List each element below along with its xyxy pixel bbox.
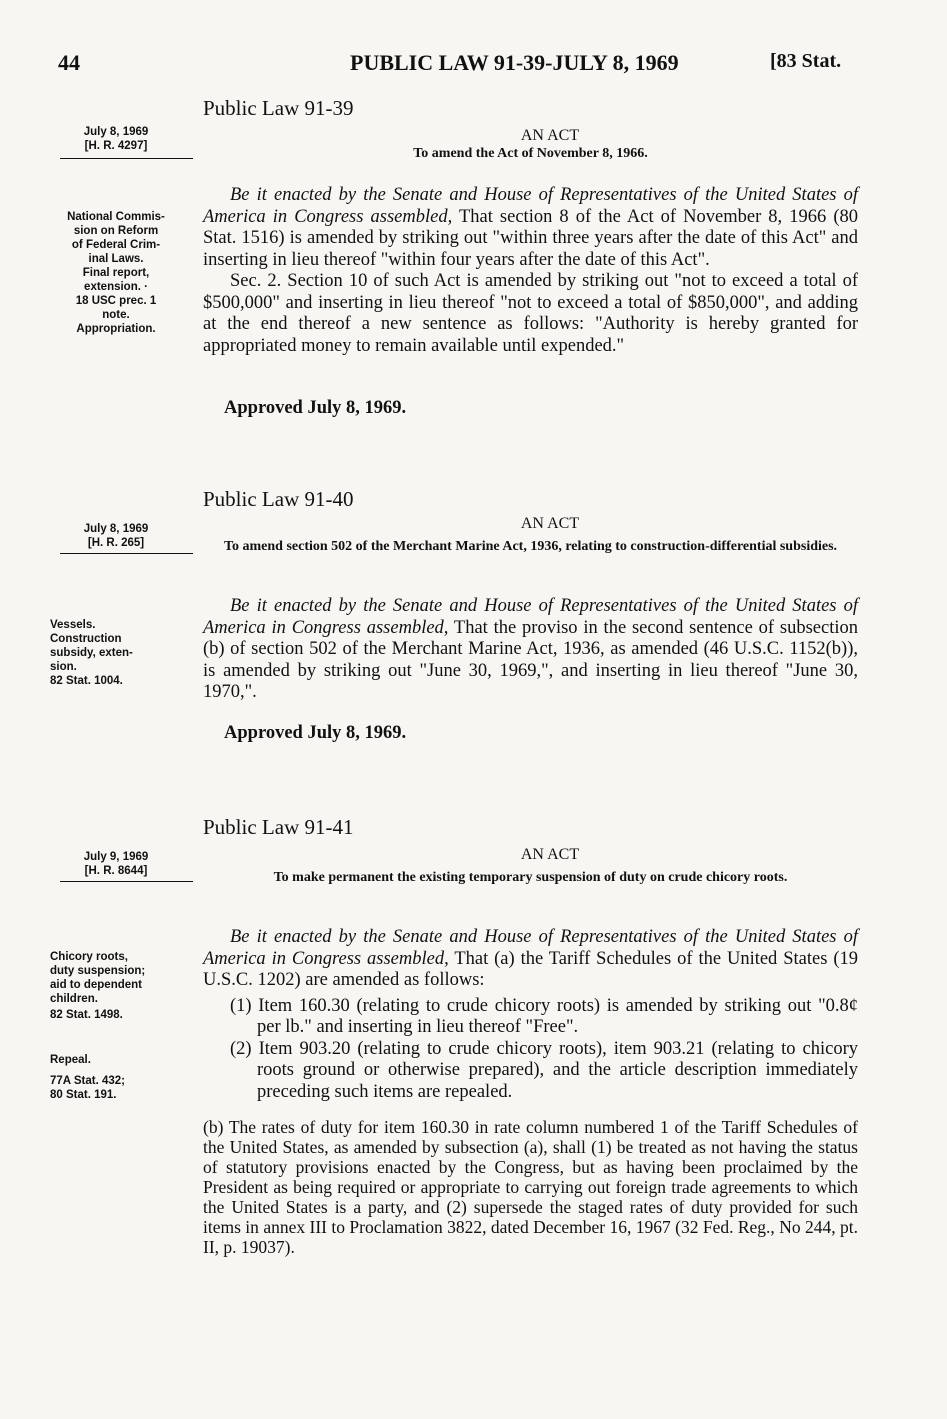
margin-stat-77a: 77A Stat. 432; 80 Stat. 191.	[50, 1075, 125, 1101]
margin-notes-91-41: Chicory roots, duty suspension; aid to dependent children.	[50, 951, 146, 1005]
margin-date-91-40: July 8, 1969	[83, 523, 149, 535]
margin-rule	[60, 881, 193, 882]
margin-bill-91-39: [H. R. 4297]	[84, 140, 148, 152]
an-act-heading: AN ACT	[520, 515, 580, 532]
margin-date-91-41: July 9, 1969	[83, 851, 149, 863]
approval-91-40: Approved July 8, 1969.	[224, 723, 407, 743]
page-number: 44	[58, 50, 80, 75]
law-body-91-41-para-b	[203, 1117, 858, 1257]
margin-notes-91-39: National Commis- sion on Reform of Federal Crim- inal Laws. Final report, extension. · 18 USC prec. 1 note. Appropriation.	[67, 211, 165, 335]
approval-91-39: Approved July 8, 1969.	[224, 398, 407, 418]
margin-rule	[60, 553, 193, 554]
enacting-clause: Be it enacted by the Senate and House of Representatives of the United States of America in Congress assembled, That (a) the Tariff Schedules of the United States (19 U.S.C. 1202) are amended as follows:	[203, 927, 858, 990]
an-act-heading: AN ACT	[520, 127, 580, 144]
law-title-91-39: Public Law 91-39	[203, 96, 354, 120]
law-body-91-39	[203, 185, 858, 357]
section-2: Sec. 2. Section 10 of such Act is amended by striking out "not to exceed a total of $500,000" and inserting in lieu thereof "not to exceed a total of $850,000", and adding at the end thereof a new sentence as follows: "Authority is hereby granted for appropriated money to remain available until expended."	[203, 271, 859, 356]
law-title-91-41: Public Law 91-41	[203, 815, 354, 839]
an-act-heading: AN ACT	[520, 846, 580, 863]
enacting-clause: Be it enacted by the Senate and House of Representatives of the United States of America in Congress assembled, That the proviso in the second sentence of subsection (b) of section 502 of the Merchant Marine Act, 1936, as amended (46 U.S.C. 1152(b)), is amended by striking out "June 30, 1969,", and inserting in lieu thereof "June 30, 1970,".	[203, 596, 858, 702]
margin-bill-91-41: [H. R. 8644]	[84, 865, 148, 877]
margin-repeal: Repeal.	[50, 1054, 91, 1066]
margin-rule	[60, 158, 193, 159]
margin-stat-82-1498: 82 Stat. 1498.	[50, 1009, 123, 1021]
law-body-91-41	[203, 927, 858, 1103]
volume-reference: [83 Stat.	[770, 50, 842, 72]
margin-notes-91-40: Vessels. Construction subsidy, exten- sion. 82 Stat. 1004.	[50, 619, 133, 687]
paragraph-b: (b) The rates of duty for item 160.30 in rate column numbered 1 of the Tariff Schedules of the United States, as amended by subsection (a), shall (1) be treated as not having the status of statutory provisions enacted by the Congress, but as having been proclaimed by the President as being required or appropriate to carrying out foreign trade agreements to which the United States is a party, and (2) supersede the staged rates of duty provided for such items in annex III to Proclamation 3822, dated December 16, 1967 (32 Fed. Reg., No 244, pt. II, p. 19037).	[203, 1117, 858, 1257]
running-title: PUBLIC LAW 91-39-JULY 8, 1969	[350, 50, 679, 75]
act-purpose: To amend the Act of November 8, 1966.	[413, 146, 648, 161]
item-1: (1) Item 160.30 (relating to crude chicory roots) is amended by striking out "0.8¢ per lb." and inserting in lieu thereof "Free".	[230, 995, 858, 1037]
item-2: (2) Item 903.20 (relating to crude chicory roots), item 903.21 (relating to chicory roots ground or otherwise prepared), and the article description immediately preceding such items are repealed.	[230, 1038, 858, 1102]
enacting-clause: Be it enacted by the Senate and House of Representatives of the United States of America in Congress assembled, That section 8 of the Act of November 8, 1966 (80 Stat. 1516) is amended by striking out "within three years after the date of this Act" and inserting in lieu thereof "within four years after the date of this Act".	[203, 185, 858, 270]
law-body-91-40	[203, 596, 858, 704]
law-title-91-40: Public Law 91-40	[203, 487, 354, 511]
margin-bill-91-40: [H. R. 265]	[87, 537, 145, 549]
act-purpose: To make permanent the existing temporary suspension of duty on crude chicory roots.	[273, 870, 788, 885]
margin-date-91-39: July 8, 1969	[83, 126, 149, 138]
act-purpose: To amend section 502 of the Merchant Marine Act, 1936, relating to construction-differential subsidies.	[223, 539, 838, 554]
